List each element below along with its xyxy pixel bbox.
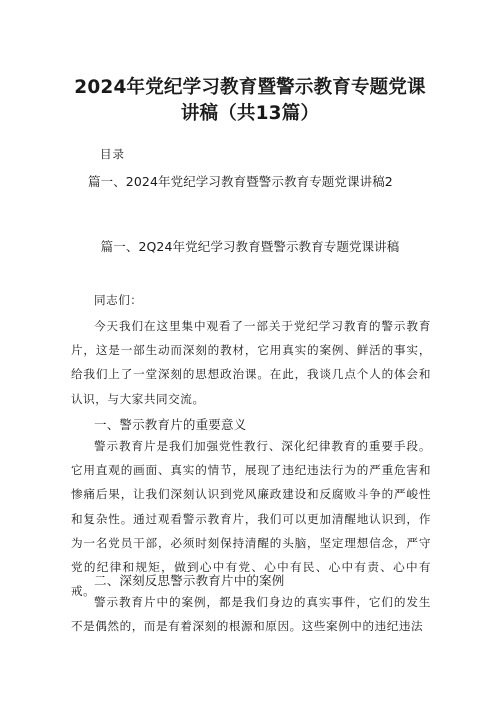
toc-heading: 目录 bbox=[100, 147, 125, 161]
paragraph-1: 今天我们在这里集中观看了一部关于党纪学习教育的警示教育片，这是一部生动而深刻的教材，它用真实的案例、鲜活的事实，给我们上了一堂深刻的思想政治课。在此，我谈几点个人的体会和认识，与大家共同交流。 bbox=[71, 319, 431, 406]
heading-1: 一、警示教育片的重要意义 bbox=[94, 417, 247, 432]
document-title-line2: 讲稿（共13篇） bbox=[180, 103, 320, 124]
document-title-line1: 2024年党纪学习教育暨警示教育专题党课 bbox=[74, 77, 426, 98]
section-title: 篇一、2Q24年党纪学习教育暨警示教育专题党课讲稿 bbox=[100, 239, 400, 254]
heading-2: 二、深刻反思警示教育片中的案例 bbox=[94, 573, 285, 588]
paragraph-2: 警示教育片是我们加强党性教行、深化纪律教育的重要手段。它用直观的画面、真实的情节，展现了违纪违法行为的严重危害和惨痛后果，让我们深刻认识到党风廉政建设和反腐败斗争的严峻性和复杂性。通过观看警示教育片，我们可以更加清醒地认识到，作为一名党员干部，必须时刻保持清醒的头脑，坚定理想信念，严守党的纪律和规矩，做到心中有党、心中有民、心中有责、心中有戒。 bbox=[71, 439, 431, 599]
salutation: 同志们： bbox=[94, 293, 143, 307]
paragraph-3: 警示教育片中的案例，都是我们身边的真实事件，它们的发生不是偶然的，而是有着深刻的根源和原因。这些案例中的违纪违法 bbox=[71, 595, 431, 634]
toc-item-1[interactable]: 篇一、2024年党纪学习教育暨警示教育专题党课讲稿2 bbox=[88, 174, 393, 189]
